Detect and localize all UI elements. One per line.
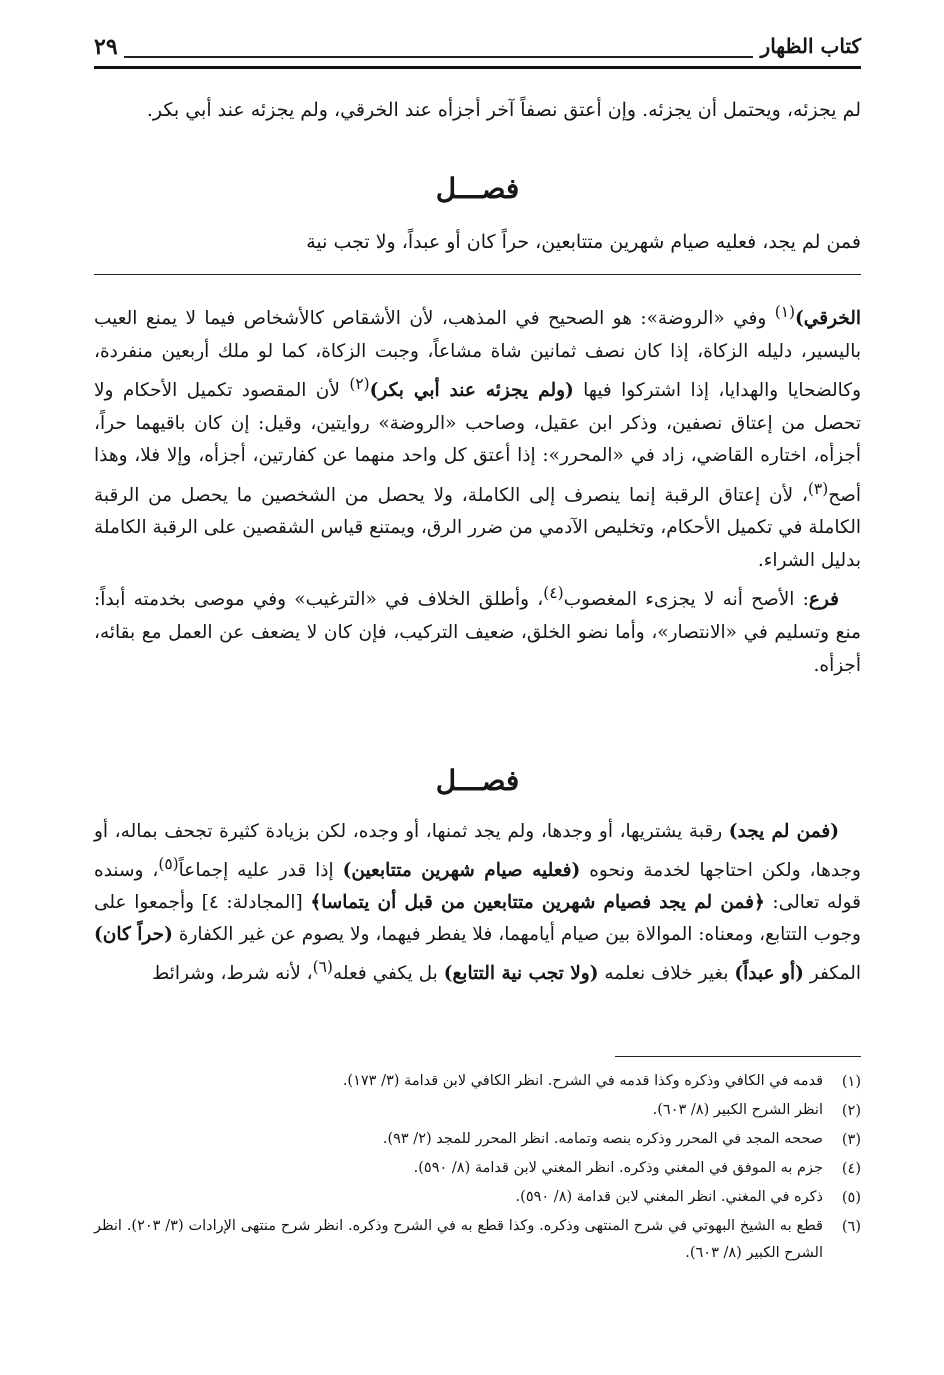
bold-quote: (حراً كان) [94, 924, 173, 946]
bold-quote: الخرقي) [795, 308, 861, 330]
footnote-ref: (٣) [807, 479, 829, 498]
chapter-title: كتاب الظهار [760, 34, 861, 58]
commentary-text: : الأصح أنه لا يجزىء المغصوب [563, 589, 809, 611]
commentary-text: رقبة يشتريها، أو وجدها، ولم يجد ثمنها، أو وجده، لكن بزيادة كثيرة تجحف بماله، أو وجدها، ولكن احتاجها لخدمة ونحوه [94, 821, 861, 882]
footnote-number: (٤) [841, 1161, 861, 1177]
commentary-paragraph-2 [94, 577, 861, 682]
book-page [94, 0, 861, 1375]
footnote-item [94, 1068, 861, 1097]
bold-quote: (أو عبداً) [734, 963, 804, 985]
commentary-text: ، وأطلق الخلاف في «الترغيب» وفي موصى بخدمته أبداً: منع وتسليم في «الانتصار»، وأما نضو الخلق، ضعيف التركيب، فإن كان لا يضعف عن العمل مع بقائه، أجزأه. [94, 589, 861, 676]
section-heading-2: فصـــل [435, 764, 520, 797]
footnote-text: قطع به الشيخ البهوتي في شرح المنتهى وذكره. وكذا قطع به في الشرح وذكره. انظر شرح منتهى الإرادات (٣/ ٢٠٣). انظر الشرح الكبير (٨/ ٦٠٣). [94, 1218, 823, 1261]
commentary-block-2 [94, 816, 861, 990]
footnote-ref: (٦) [312, 958, 333, 977]
header-rule [94, 66, 861, 69]
bold-quote: (ولا تجب نية التتابع) [443, 963, 599, 985]
bold-quote: (فعليه صيام شهرين متتابعين) [342, 860, 581, 882]
footnote-number: (١) [841, 1074, 861, 1090]
commentary-block [94, 296, 861, 682]
page-header [94, 30, 861, 68]
footnote-number: (٢) [841, 1103, 861, 1119]
footnote-ref: (١) [774, 303, 796, 321]
commentary-paragraph-1 [94, 296, 861, 577]
footnote-text: ذكره في المغني. انظر المغني لابن قدامة (٨/ ٥٩٠). [515, 1189, 823, 1205]
quran-quote: ﴿فمن لم يجد فصيام شهرين متتابعين من قبل أن يتماسا﴾ [310, 892, 765, 914]
commentary-text: إذا قدر عليه إجماعاً [178, 860, 343, 882]
footnotes-list [94, 1068, 861, 1267]
footnote-item [94, 1097, 861, 1126]
commentary-text: [المجادلة: ٤] وأجمعوا على وجوب التتابع، ومعناه: الموالاة بين صيام أيامهما، فلا يفطر فيهما، ولا يصوم عن غير الكفارة [94, 892, 861, 946]
footnote-text: انظر الشرح الكبير (٨/ ٦٠٣). [652, 1102, 823, 1118]
footnote-item [94, 1155, 861, 1184]
footnote-ref: (٢) [349, 375, 370, 394]
commentary-text: ، وسنده قوله تعالى: [94, 860, 862, 914]
commentary-paragraph-3 [94, 816, 861, 990]
footnote-text: قدمه في الكافي وذكره وكذا قدمه في الشرح. انظر الكافي لابن قدامة (٣/ ١٧٣). [342, 1073, 823, 1089]
footnote-item [94, 1184, 861, 1213]
footnote-ref: (٥) [158, 855, 179, 873]
commentary-text: ، لأنه شرط، وشرائط [152, 963, 313, 985]
footnote-item [94, 1213, 861, 1267]
page-number: ٢٩ [94, 34, 118, 60]
commentary-text: بغير خلاف نعلمه [598, 963, 735, 985]
bold-quote: (فمن لم يجد) [728, 821, 839, 842]
bold-quote: (ولم يجزئه عند أبي بكر) [369, 380, 574, 402]
footnote-text: جزم به الموفق في المغني وذكره. انظر المغني لابن قدامة (٨/ ٥٩٠). [413, 1160, 823, 1176]
commentary-text: المكفر [803, 963, 861, 985]
footnote-separator [615, 1056, 861, 1057]
header-thin-rule [124, 56, 753, 58]
footnote-text: صححه المجد في المحرر وذكره بنصه وتمامه. انظر المحرر للمجد (٢/ ٩٣). [382, 1131, 823, 1147]
text-commentary-separator [94, 274, 861, 275]
footnote-number: (٦) [841, 1219, 861, 1235]
footnote-item [94, 1126, 861, 1155]
commentary-text: بل يكفي فعله [332, 963, 444, 985]
commentary-text: وفي «الروضة»: هو الصحيح في المذهب، لأن الأشقاص كالأشخاص فيما لا يمنع العيب باليسير، دليله الزكاة، إذا كان نصف ثمانين شاة مشاعاً، وجبت الزكاة، كما لو ملك أربعين منفردة، وكالضحايا والهدايا، إذا اشتركوا فيها [94, 308, 862, 402]
commentary-text: ، لأن إعتاق الرقبة إنما ينصرف إلى الكاملة، ولا يحصل من الشخصين ما يحصل من الرقبة الكاملة في تكميل الأحكام، وتخليص الآدمي من ضرر الرق، ويمتنع قياس الشقصين على الرقبة الكاملة بدليل الشراء. [94, 484, 861, 571]
footnote-ref: (٤) [543, 584, 564, 603]
main-text-paragraph-1: لم يجزئه، ويحتمل أن يجزئه. وإن أعتق نصفاً آخر أجزأه عند الخرقي، ولم يجزئه عند أبي بكر. [146, 99, 861, 121]
section-heading-1: فصـــل [435, 172, 520, 205]
footnote-number: (٥) [841, 1190, 861, 1206]
main-text-paragraph-2: فمن لم يجد، فعليه صيام شهرين متتابعين، حراً كان أو عبداً، ولا تجب نية [306, 231, 861, 253]
bold-label: فرع [808, 589, 839, 611]
commentary-text: لأن المقصود تكميل الأحكام ولا تحصل من إعتاق نصفين، وذكر ابن عقيل، وصاحب «الروضة» روايتين، وقيل: إن كان باقيهما حراً، أجزأه، اختاره القاضي، زاد في «المحرر»: إذا أعتق كل واحد منهما عن كفارتين، أجزأه، وإلا فلا، وهذا أصح [94, 380, 861, 506]
footnote-number: (٣) [841, 1132, 861, 1148]
